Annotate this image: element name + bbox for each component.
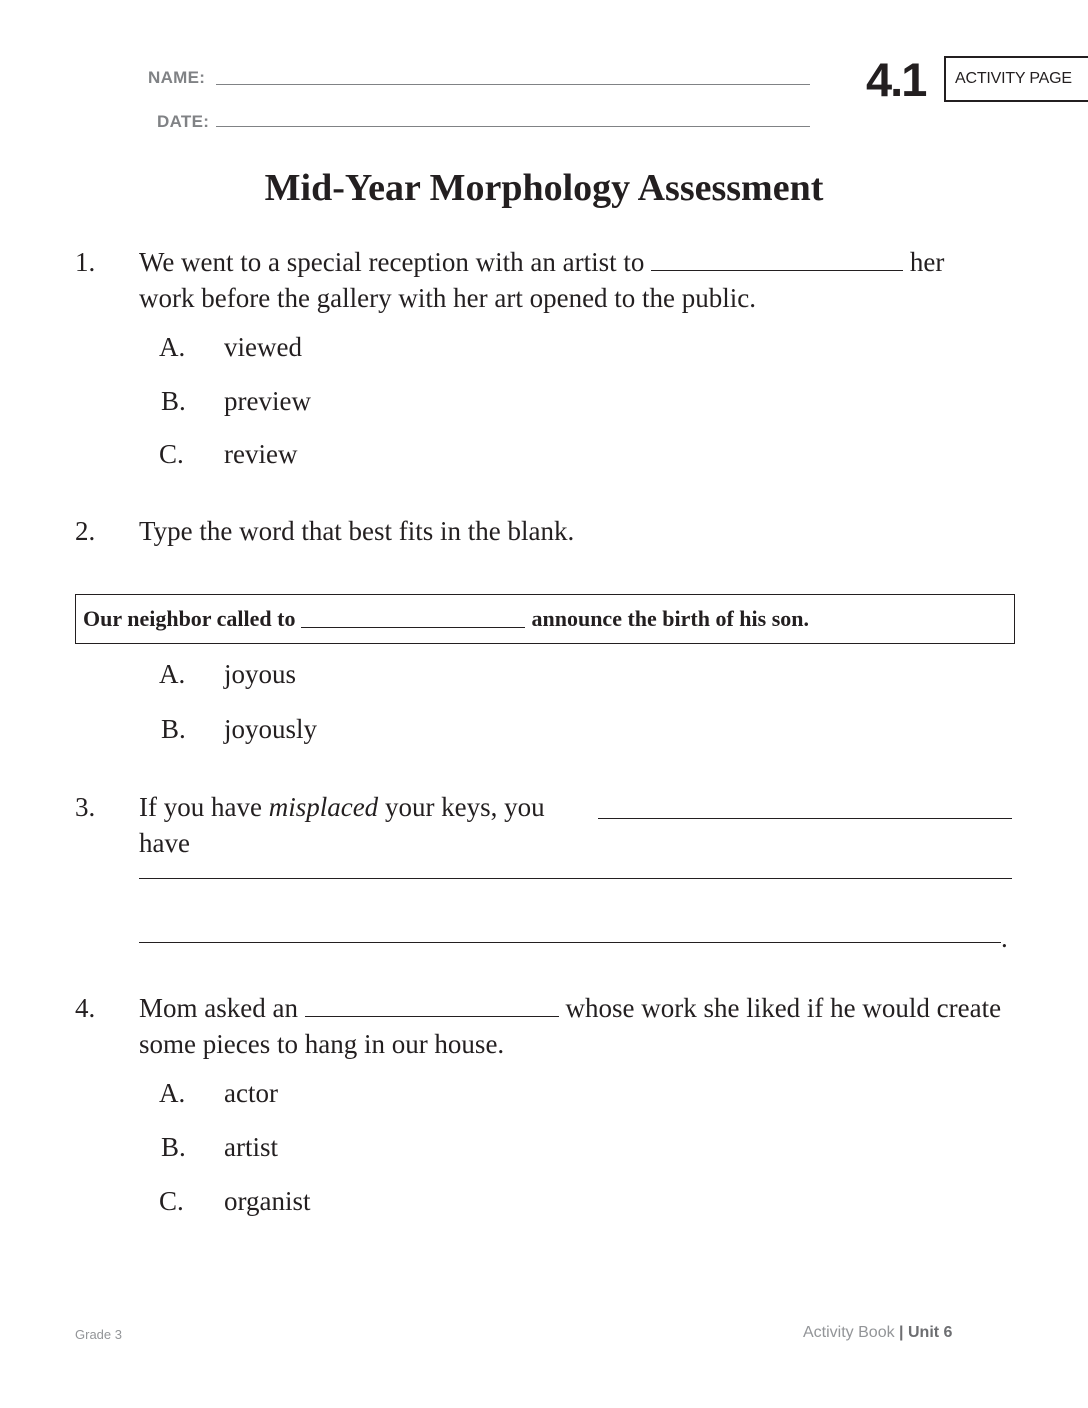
option-letter: A. <box>159 659 186 689</box>
sentence-box <box>75 594 1015 644</box>
answer-line[interactable] <box>139 942 1001 943</box>
option-letter: C. <box>159 1186 184 1216</box>
question-text-part: Mom asked an <box>139 993 298 1023</box>
name-line[interactable] <box>216 84 810 85</box>
question-text <box>139 789 599 861</box>
option-text[interactable]: artist <box>224 1132 278 1162</box>
activity-page-box <box>944 56 1088 102</box>
question-number: 4. <box>75 993 96 1023</box>
page-number: 4.1 <box>866 53 926 106</box>
question-text <box>139 244 1019 316</box>
question-text-part: your keys, you have <box>139 792 545 858</box>
footer-separator: | <box>899 1324 904 1341</box>
question-text-part: some pieces to hang in our house. <box>139 1029 505 1059</box>
option-letter: C. <box>159 439 184 469</box>
name-label: NAME: <box>148 68 206 87</box>
sentence-text-part: announce the birth of his son. <box>531 606 809 631</box>
option-text[interactable]: viewed <box>224 332 302 362</box>
question-text: Type the word that best fits in the blank. <box>139 516 575 546</box>
footer-unit: Unit 6 <box>907 1324 953 1341</box>
question-text-part: We went to a special reception with an artist to <box>139 247 645 277</box>
option-text[interactable]: actor <box>224 1078 278 1108</box>
question-text-part: work before the gallery with her art opened to the public. <box>139 283 757 313</box>
activity-page-label: ACTIVITY PAGE <box>955 70 1072 87</box>
question-number: 2. <box>75 516 96 546</box>
sentence-text-part: Our neighbor called to <box>83 606 296 631</box>
question-number: 1. <box>75 247 96 277</box>
question-text-part: whose work she liked if he would create <box>565 993 1002 1023</box>
option-letter: B. <box>161 714 186 744</box>
option-letter: B. <box>161 1132 186 1162</box>
question-text-italic: misplaced <box>268 792 379 822</box>
question-text-part: her <box>909 247 945 277</box>
option-letter: A. <box>159 332 186 362</box>
footer-grade: Grade 3 <box>75 1327 122 1342</box>
date-line[interactable] <box>216 126 810 127</box>
option-text[interactable]: preview <box>224 386 311 416</box>
answer-blank <box>305 996 559 1017</box>
question-number: 3. <box>75 792 96 822</box>
option-text[interactable]: joyously <box>224 714 318 744</box>
answer-line[interactable] <box>139 878 1012 879</box>
footer-book: Activity Book <box>803 1324 895 1341</box>
question-text-part: If you have <box>139 792 262 822</box>
footer-book-info <box>803 1324 952 1342</box>
option-letter: B. <box>161 386 186 416</box>
date-label: DATE: <box>157 112 210 131</box>
answer-blank[interactable] <box>301 611 525 628</box>
answer-blank <box>651 250 903 271</box>
answer-line[interactable] <box>598 818 1012 819</box>
option-text[interactable]: joyous <box>224 659 297 689</box>
option-text[interactable]: organist <box>224 1186 311 1216</box>
option-letter: A. <box>159 1078 186 1108</box>
option-text[interactable]: review <box>224 439 298 469</box>
answer-period: . <box>1001 923 1008 953</box>
page-title: Mid-Year Morphology Assessment <box>264 167 824 209</box>
question-text <box>139 990 1039 1062</box>
